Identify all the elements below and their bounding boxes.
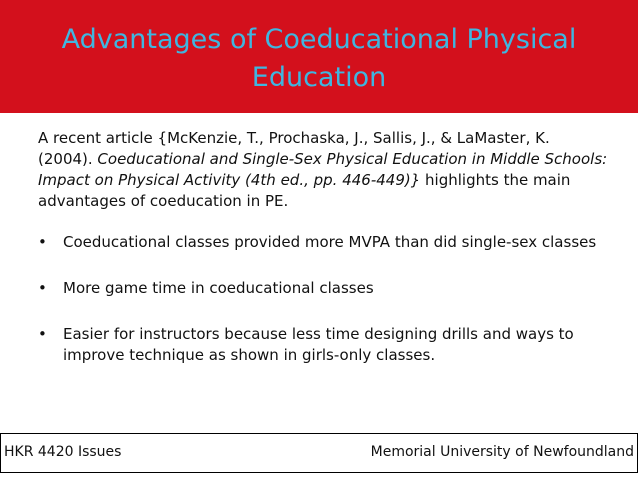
institution-label: Memorial University of Newfoundland [370, 444, 634, 460]
list-item-text: More game time in coeducational classes [63, 279, 374, 297]
list-item-text: Coeducational classes provided more MVPA than did single-sex classes [63, 233, 597, 251]
list-item [38, 324, 608, 366]
bullet-icon: • [38, 279, 47, 297]
slide-title: Advantages of Coeducational Physical Education [61, 24, 577, 93]
article-title: Coeducational and Single-Sex Physical Education in Middle Schools: Impact on Physical Activity (4th ed., pp. 446-449)} [38, 150, 608, 189]
title-bar [0, 0, 638, 113]
intro-text-start: A recent article {McKenzie, T., Prochaska, J., Sallis, J., & LaMaster, K. (2004). [38, 129, 550, 168]
slide-body [38, 128, 608, 366]
intro-text-end: highlights the main advantages of coeducation in PE. [38, 171, 571, 210]
bullet-icon: • [38, 233, 47, 251]
bullet-icon: • [38, 325, 47, 343]
list-item-text: Easier for instructors because less time designing drills and ways to improve technique as shown in girls-only classes. [63, 325, 574, 364]
advantages-list [38, 232, 608, 366]
list-item [38, 232, 608, 253]
list-item [38, 278, 608, 299]
course-label: HKR 4420 Issues [4, 444, 122, 460]
intro-paragraph [38, 128, 608, 212]
slide-footer [0, 433, 638, 473]
